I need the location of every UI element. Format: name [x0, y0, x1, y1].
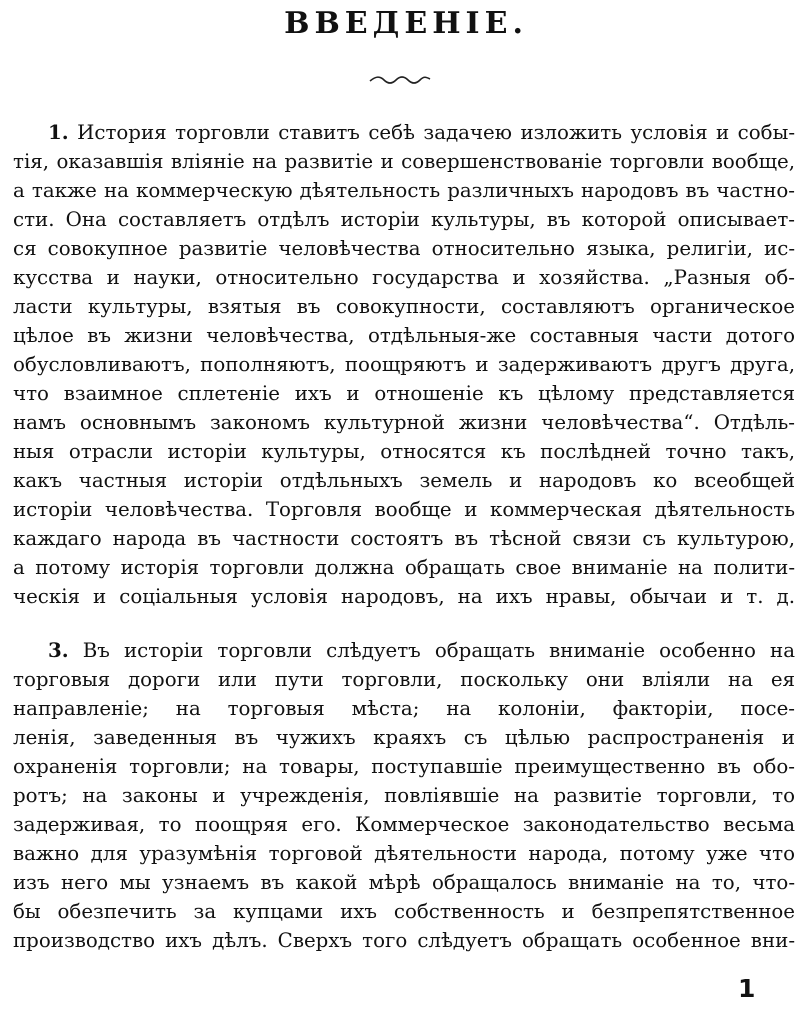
text-line: что взаимное сплетеніе ихъ и отношеніе къ цѣлому представляется: [13, 382, 795, 405]
text-line: ныя отрасли исторіи культуры, относятся къ послѣдней точно такъ,: [13, 440, 795, 463]
text-line: изъ него мы узнаемъ въ какой мѣрѣ обращалось вниманіе на то, что-: [13, 871, 795, 894]
text-line: задерживая, то поощряя его. Коммерческое законодательство весьма: [13, 813, 795, 836]
page-number: 1: [738, 974, 756, 1003]
text-line: ленія, заведенныя въ чужихъ краяхъ съ цѣлью распространенія и: [13, 726, 795, 749]
text-line: тія, оказавшія вліяніе на развитіе и совершенствованіе торговли вообще,: [13, 150, 795, 173]
text-line: важно для уразумѣнія торговой дѣятельности народа, потому уже что: [13, 842, 795, 865]
text-line: какъ частныя исторіи отдѣльныхъ земель и народовъ ко всеобщей: [13, 469, 795, 492]
text-line: ся совокупное развитіе человѣчества относительно языка, религіи, ис-: [13, 237, 795, 260]
page-title: ВВЕДЕНІЕ.: [284, 6, 528, 41]
text-line: ласти культуры, взятыя въ совокупности, составляютъ органическое: [13, 295, 795, 318]
text-line: охраненія торговли; на товары, поступавшіе преимущественно въ обо-: [13, 755, 795, 778]
text-line: цѣлое въ жизни человѣчества, отдѣльныя-же составныя части дотого: [13, 324, 795, 347]
text-line: торговыя дороги или пути торговли, поскольку они вліяли на ея: [13, 668, 795, 691]
text-line: ческія и соціальныя условія народовъ, на ихъ нравы, обычаи и т. д.: [13, 585, 795, 608]
text-line: а потому исторія торговли должна обращать свое вниманіе на полити-: [13, 556, 795, 579]
text-line: каждаго народа въ частности состоятъ въ тѣсной связи съ культурою,: [13, 527, 795, 550]
paragraph-number: 3.: [48, 638, 69, 662]
text-line: сти. Она составляетъ отдѣлъ исторіи культуры, въ которой описывает-: [13, 208, 795, 231]
text-line: обусловливаютъ, пополняютъ, поощряютъ и задерживаютъ другъ друга,: [13, 353, 795, 376]
text-line: исторіи человѣчества. Торговля вообще и коммерческая дѣятельность: [13, 498, 795, 521]
ornament-divider: [368, 74, 432, 86]
text-line: 3. Въ исторіи торговли слѣдуетъ обращать вниманіе особенно на: [48, 638, 795, 662]
text-line: направленіе; на торговыя мѣста; на колоніи, факторіи, посе-: [13, 697, 795, 720]
text-line: ротъ; на законы и учрежденія, повліявшіе на развитіе торговли, то: [13, 784, 795, 807]
text-line: 1. История торговли ставитъ себѣ задачею изложить условія и собы-: [48, 120, 795, 144]
paragraph-number: 1.: [48, 120, 69, 144]
text-line: а также на коммерческую дѣятельность различныхъ народовъ въ частно-: [13, 179, 795, 202]
text-line: производство ихъ дѣлъ. Сверхъ того слѣдуетъ обращать особенное вни-: [13, 929, 795, 952]
text-line: бы обезпечить за купцами ихъ собственность и безпрепятственное: [13, 900, 795, 923]
text-line: кусства и науки, относительно государства и хозяйства. „Разныя об-: [13, 266, 795, 289]
text-line: намъ основнымъ закономъ культурной жизни человѣчества“. Отдѣль-: [13, 411, 795, 434]
